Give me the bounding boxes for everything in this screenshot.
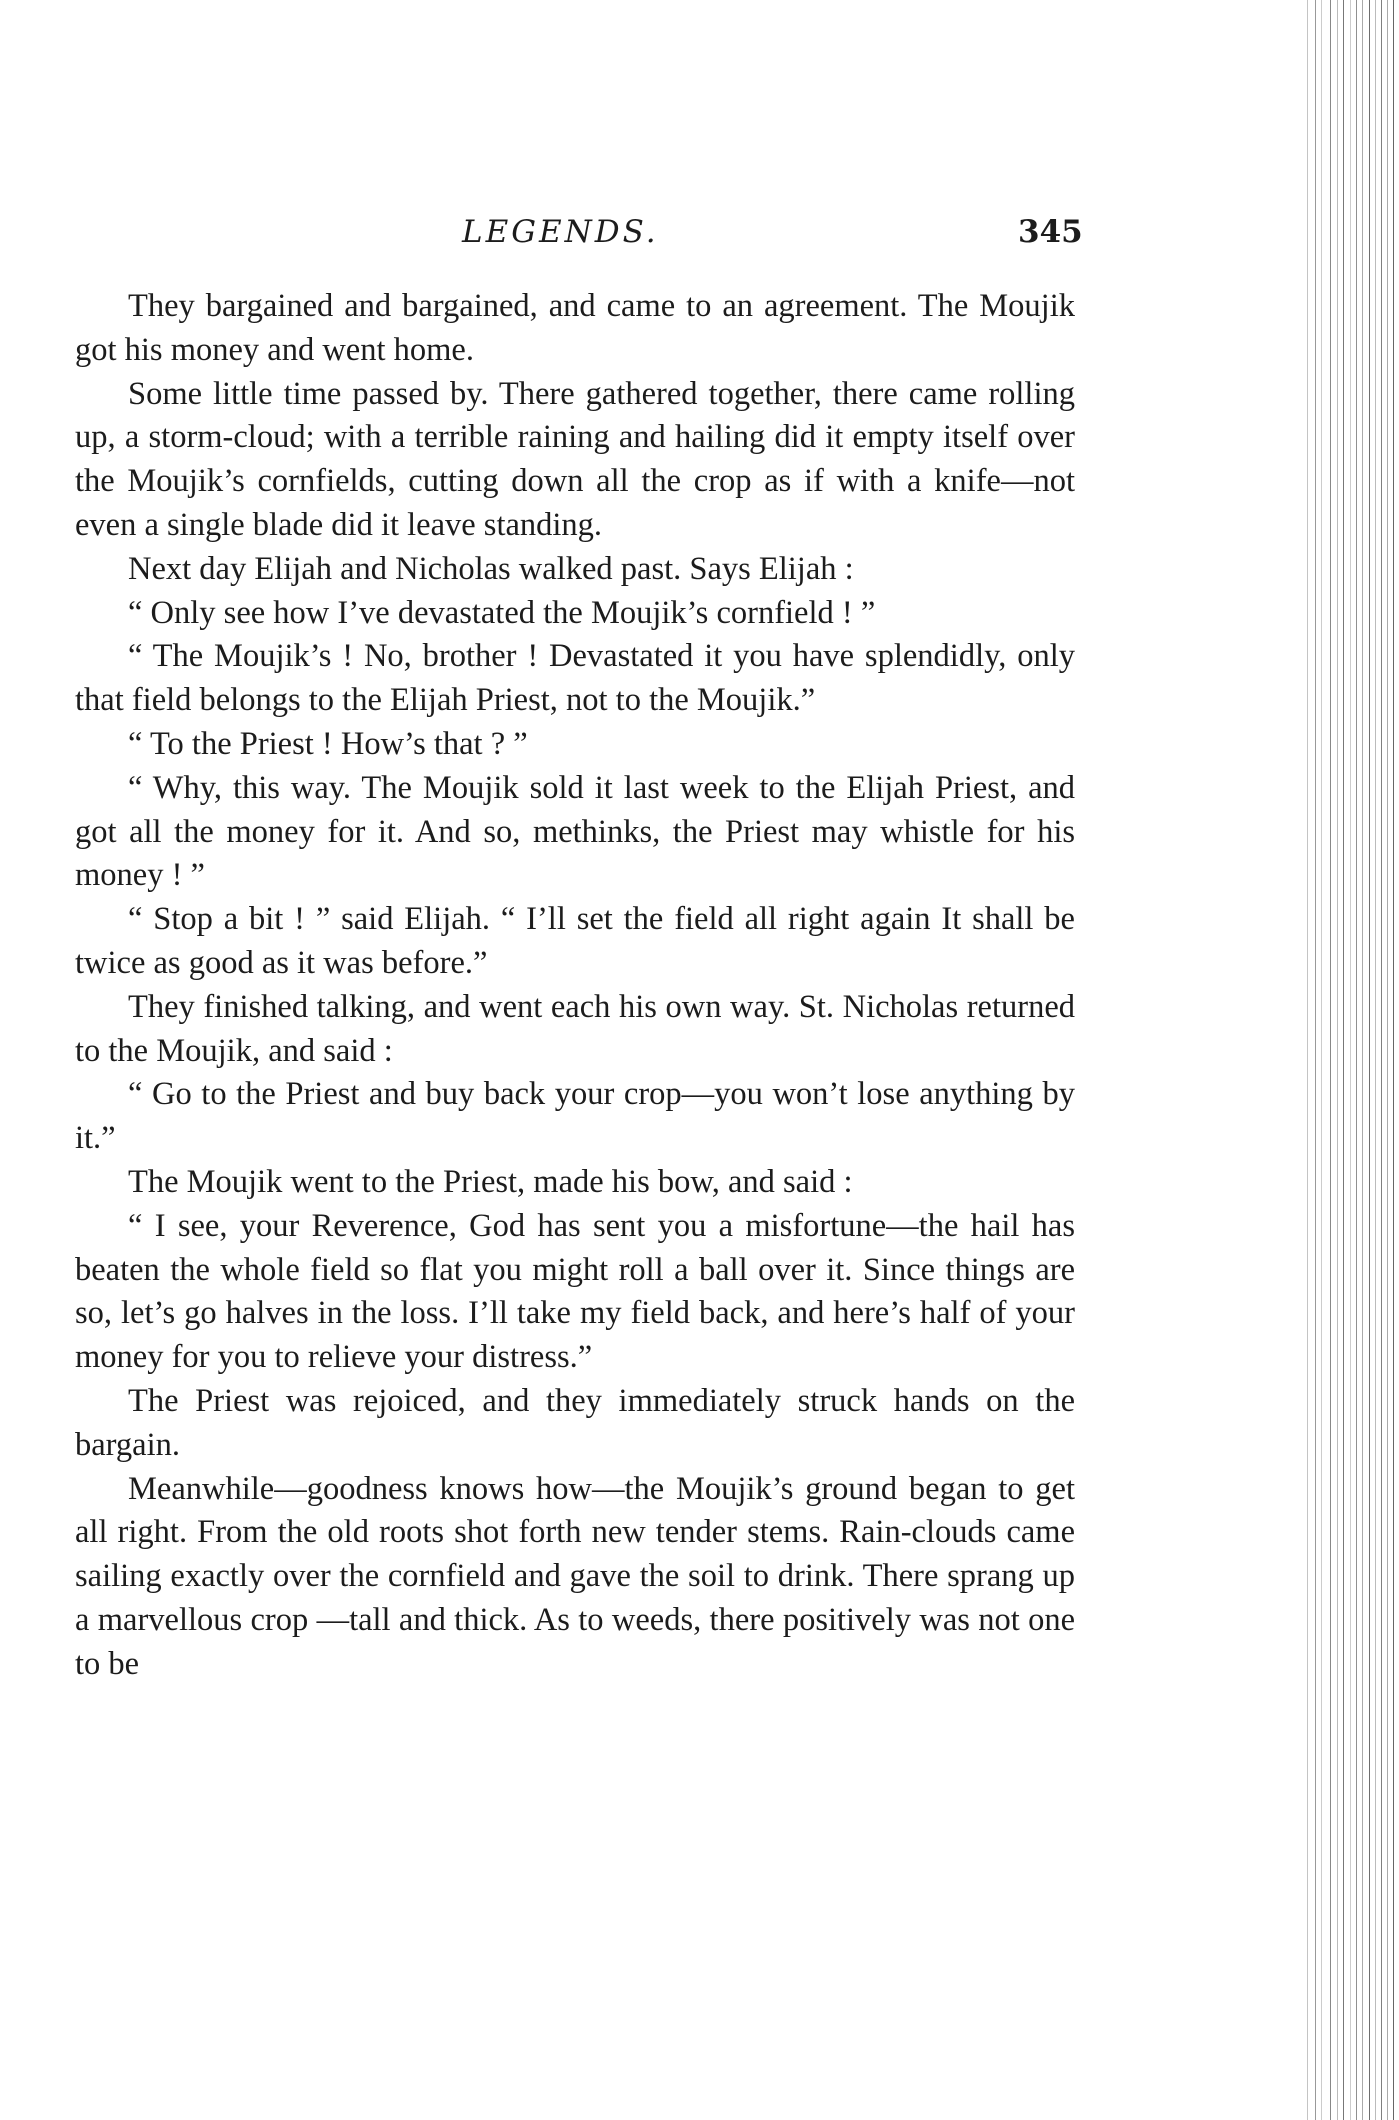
paragraph: “ Only see how I’ve devastated the Moujik’s cornfield ! ” xyxy=(128,594,876,631)
page-header xyxy=(0,214,1399,274)
page-number: 345 xyxy=(1018,214,1083,250)
paragraph: “ Why, this way. The Moujik sold it last week to the Elijah Priest, and got all the money for it. And so, methinks, the Priest may whistle for his money ! ” xyxy=(75,769,1075,894)
paragraph: “ I see, your Reverence, God has sent you a misfortune—the hail has beaten the whole field so flat you might roll a ball over it. Since things are so, let’s go halves in the loss. I’ll take my field back, and here’s half of your money for you to relieve your distress.” xyxy=(75,1207,1075,1376)
paragraph: The Moujik went to the Priest, made his bow, and said : xyxy=(128,1163,853,1200)
paragraph: The Priest was rejoiced, and they immediately struck hands on the bargain. xyxy=(75,1382,1075,1463)
paragraph: They bargained and bargained, and came to an agreement. The Moujik got his money and went home. xyxy=(75,288,1075,368)
paragraph: “ Stop a bit ! ” said Elijah. “ I’ll set the field all right again It shall be twice as good as it was before.” xyxy=(75,901,1075,981)
paragraph: “ To the Priest ! How’s that ? ” xyxy=(128,725,528,762)
paragraph: “ Go to the Priest and buy back your crop—you won’t lose anything by it.” xyxy=(75,1076,1075,1157)
page-edge-scan-lines xyxy=(1299,0,1399,2120)
paragraph: “ The Moujik’s ! No, brother ! Devastated it you have splendidly, only that field belongs to the Elijah Priest, not to the Moujik.” xyxy=(75,638,1075,719)
running-head: LEGENDS. xyxy=(462,214,659,250)
paragraph: They finished talking, and went each his own way. St. Nicholas returned to the Moujik, and said : xyxy=(75,988,1075,1069)
body-text xyxy=(75,285,1075,1687)
paragraph: Next day Elijah and Nicholas walked past. Says Elijah : xyxy=(128,550,854,587)
paragraph: Meanwhile—goodness knows how—the Moujik’s ground began to get all right. From the old roots shot forth new tender stems. Rain-clouds came sailing exactly over the cornfield and gave the soil to drink. There sprang up a marvellous crop —tall and thick. As to weeds, there positively was not one to be xyxy=(75,1470,1075,1682)
paragraph: Some little time passed by. There gathered together, there came rolling up, a storm-cloud; with a terrible raining and hailing did it empty itself over the Moujik’s cornfields, cutting down all the crop as if with a knife—not even a single blade did it leave standing. xyxy=(75,375,1075,543)
